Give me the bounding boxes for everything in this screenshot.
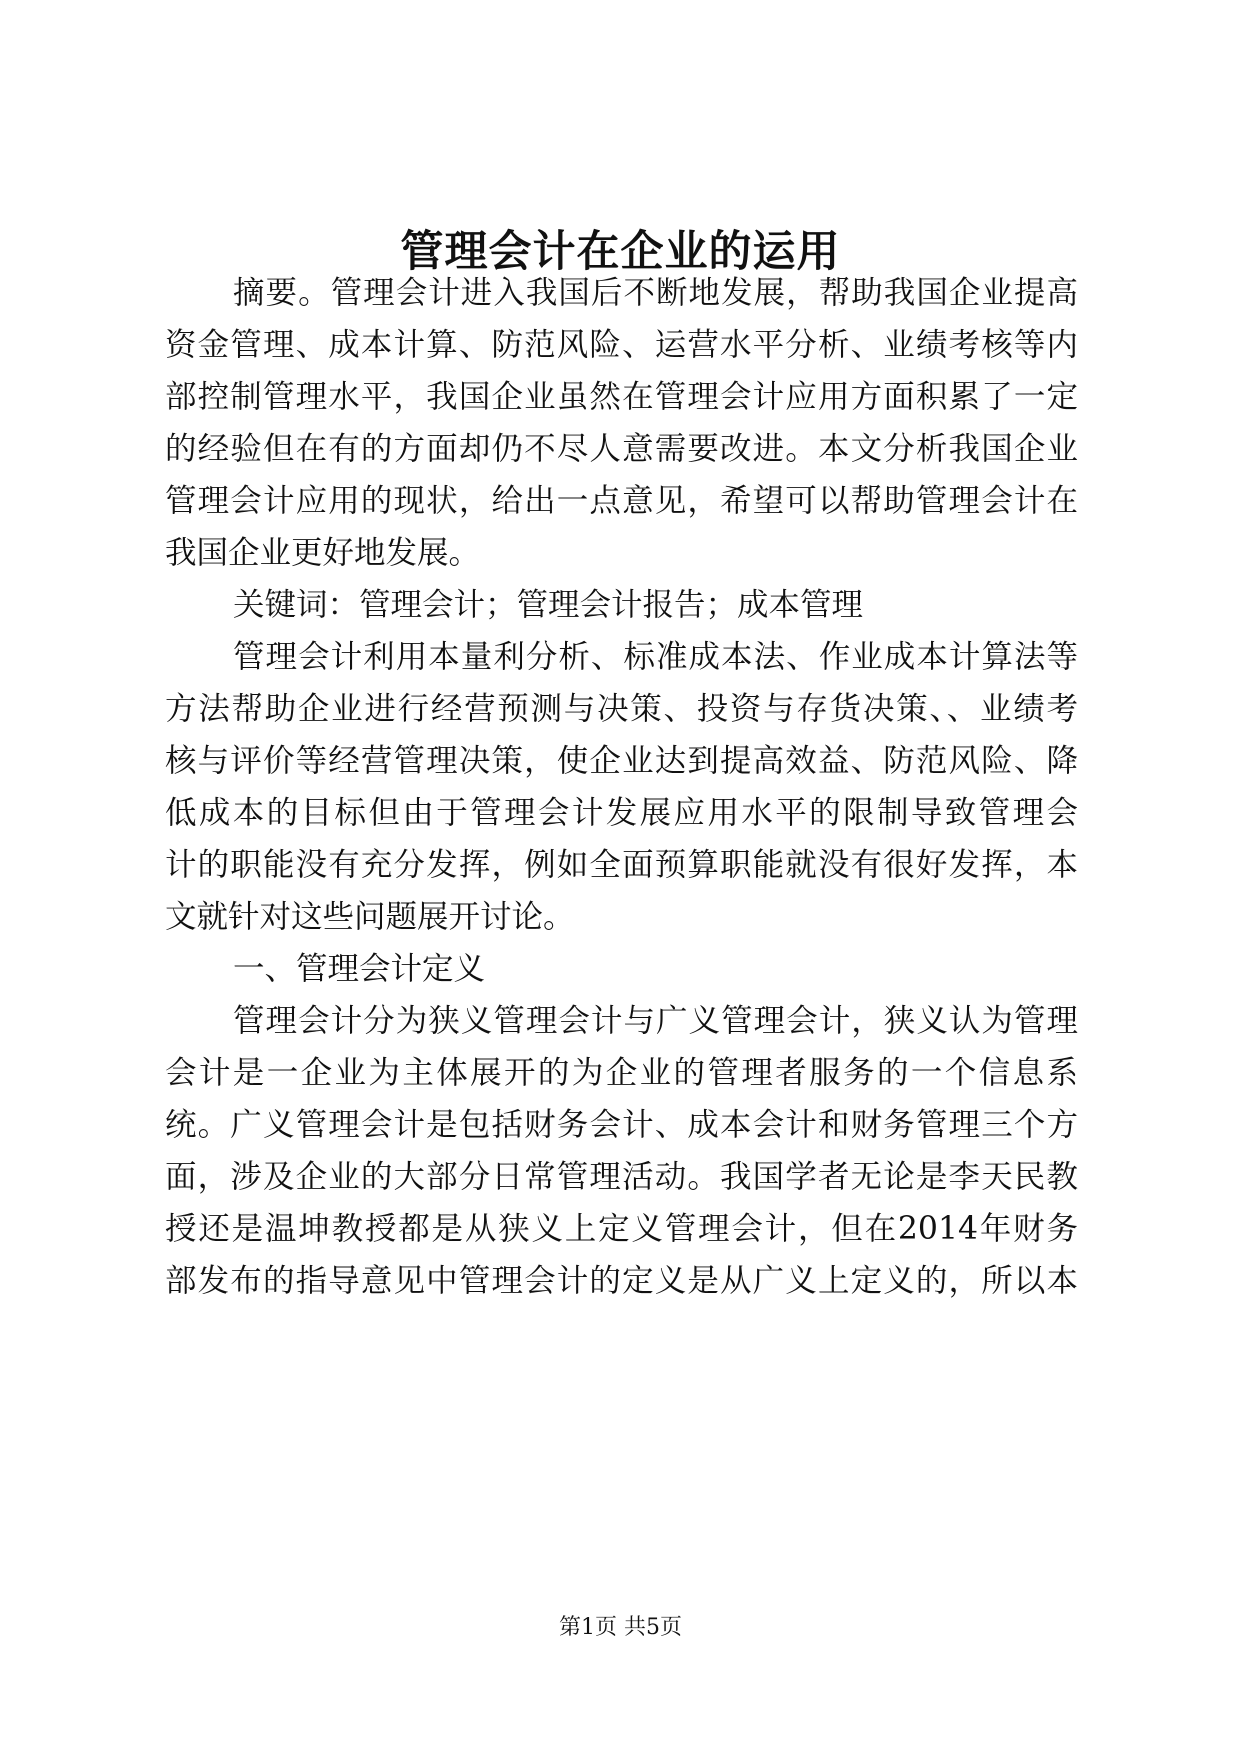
intro-line: 计的职能没有充分发挥，例如全面预算职能就没有很好发挥，本 — [165, 847, 1078, 883]
abstract-line: 部控制管理水平，我国企业虽然在管理会计应用方面积累了一定 — [165, 379, 1078, 415]
abstract-line: 的经验但在有的方面却仍不尽人意需要改进。本文分析我国企业 — [165, 431, 1078, 467]
intro-line: 核与评价等经营管理决策，使企业达到提高效益、防范风险、降 — [165, 743, 1078, 779]
keywords-line: 关键词：管理会计；管理会计报告；成本管理 — [233, 587, 864, 623]
section-body-line: 管理会计分为狭义管理会计与广义管理会计，狭义认为管理 — [233, 1003, 1078, 1039]
abstract-line: 管理会计应用的现状，给出一点意见，希望可以帮助管理会计在 — [165, 483, 1078, 519]
section-body-line: 授还是温坤教授都是从狭义上定义管理会计，但在2014年财务 — [165, 1211, 1078, 1247]
abstract-line: 我国企业更好地发展。 — [165, 535, 481, 571]
abstract-line: 资金管理、成本计算、防范风险、运营水平分析、业绩考核等内 — [165, 327, 1078, 363]
section-heading: 一、管理会计定义 — [233, 951, 486, 987]
section-body-line: 部发布的指导意见中管理会计的定义是从广义上定义的，所以本 — [165, 1263, 1078, 1299]
document-title: 管理会计在企业的运用 — [400, 227, 841, 277]
section-body-line: 面，涉及企业的大部分日常管理活动。我国学者无论是李天民教 — [165, 1159, 1078, 1195]
intro-line: 管理会计利用本量利分析、标准成本法、作业成本计算法等 — [233, 639, 1078, 675]
intro-line: 方法帮助企业进行经营预测与决策、投资与存货决策、、业绩考 — [165, 691, 1078, 727]
abstract-line: 摘要。管理会计进入我国后不断地发展，帮助我国企业提高 — [233, 275, 1078, 311]
intro-line: 文就针对这些问题展开讨论。 — [165, 899, 575, 935]
section-body-line: 会计是一企业为主体展开的为企业的管理者服务的一个信息系 — [165, 1055, 1078, 1091]
intro-line: 低成本的目标但由于管理会计发展应用水平的限制导致管理会 — [165, 795, 1078, 831]
page-footer: 第1页 共5页 — [559, 1615, 682, 1640]
section-body-line: 统。广义管理会计是包括财务会计、成本会计和财务管理三个方 — [165, 1107, 1078, 1143]
